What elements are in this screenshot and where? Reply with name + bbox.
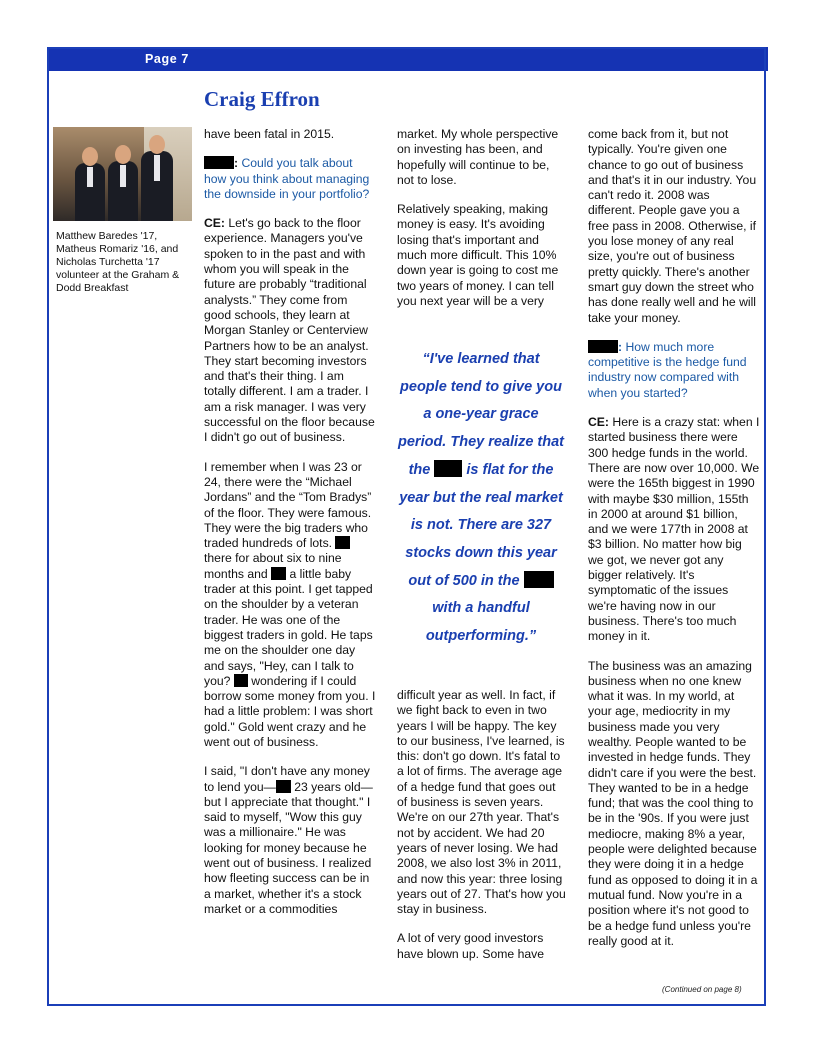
answer-text: Let's go back to the floor experience. Managers you've spoken to in the past and with whom you will speak in the future are probably “traditional analysts.” They come from good schools, they learn at Morgan Stanley or Centerview Partners how to be an analyst. They start becoming investors and that's their thing. I am totally different. I am a trader. I am a risk manager. I was very successful on the floor because I didn't go out of business. — [204, 216, 375, 445]
interviewer-label: : — [618, 339, 623, 354]
paragraph — [204, 460, 376, 751]
paragraph-text: 23 years old—but I appreciate that thought." I said to myself, "Wow this guy was a millionaire." He was looking for money because he went out of business. I realized how fleeting success can be in a market, whether it's a stock market or a commodities — [204, 779, 373, 916]
paragraph-text: there for about six to nine months and — [204, 551, 342, 581]
article-column-1 — [204, 127, 376, 931]
page-number: Page 7 — [145, 52, 189, 66]
article-column-2-top — [397, 127, 569, 323]
paragraph-text: a little baby trader at this point. I get tapped on the shoulder by a veteran trader. He was one of the biggest traders in gold. He taps me on the shoulder one day and says, "Hey, can I talk to you? — [204, 566, 373, 688]
photo-shirt-middle — [120, 165, 126, 187]
continued-note: (Continued on page 8) — [662, 985, 742, 994]
photo-caption: Matthew Baredes '17, Matheus Romariz '16, and Nicholas Turchetta '17 volunteer at the Graham & Dodd Breakfast — [56, 230, 180, 294]
pull-quote-text: is flat for the year but the real market is not. There are 327 stocks down this year out of 500 in the — [399, 461, 563, 589]
paragraph-text: wondering if I could borrow some money from you. I had a little problem: I was short gold." Gold went crazy and he went out of business. — [204, 673, 376, 749]
pull-quote — [398, 346, 564, 651]
redacted-block — [524, 571, 554, 588]
photo-head-right — [149, 135, 165, 154]
photo-shirt-right — [154, 155, 160, 181]
paragraph — [204, 764, 376, 917]
paragraph: market. My whole perspective on investing has been, and hopefully will continue to be, not to lose. — [397, 127, 559, 187]
speaker-label: CE: — [588, 415, 609, 430]
photo-head-middle — [115, 145, 131, 164]
paragraph: The business was an amazing business when no one knew what it was. In my world, at your age, mediocrity in my business made you very wealthy. People wanted to be invested in hedge funds. They didn't care if you were the best. They wanted to be in a hedge fund; that was the cool thing to be in the '90s. If you were just mediocre, making 8% a year, people were delighted because they were doing it in a hedge fund as opposed to doing it in a mutual fund. Now you're in a position where it's not good to be a hedge fund unless you're really good at it. — [588, 658, 758, 948]
paragraph: A lot of very good investors have blown up. Some have — [397, 931, 545, 961]
question-1 — [204, 156, 376, 202]
pull-quote-text: with a handful outperforming.” — [425, 600, 537, 645]
answer-text: Here is a crazy stat: when I started business there were 300 hedge funds in the world. There are now over 10,000. We were the 165th biggest in 1990 with maybe $30 million, 155th in 2000 at around $1 billion, and we were 177th in 2008 at $3 billion. No matter how big we got, we never got any bigger relatively. It's symptomatic of the issues we're having now in our business. There's too much money in it. — [588, 415, 760, 644]
redacted-block — [588, 340, 618, 353]
answer-1 — [204, 216, 376, 445]
article-column-2-bottom — [397, 688, 569, 976]
redacted-block — [434, 460, 462, 477]
redacted-block — [276, 780, 291, 793]
paragraph-text: I said, "I don't have any money to lend you— — [204, 764, 370, 794]
paragraph: Relatively speaking, making money is easy. It's avoiding losing that's important and much more difficult. This 10% down year is going to cost me two years of money. I can tell you next year will be a very — [397, 202, 559, 308]
article-column-3 — [588, 127, 760, 963]
pull-quote-text: “I've learned that people tend to give you a one-year grace period. They realize that the — [398, 351, 564, 478]
answer-2 — [588, 415, 760, 644]
photo-shirt-left — [87, 167, 93, 187]
interviewer-label: : — [234, 156, 239, 171]
paragraph: come back from it, but not typically. You're given one chance to go out of business and that's it in our industry. You can't redo it. 2008 was different. People gave you a free pass in 2008. Otherwise, if you lose money of any real size, you're out of business pretty quickly. There's another smart guy down the street who has done really well and he will take your money. — [588, 127, 757, 325]
paragraph: difficult year as well. In fact, if we fight back to even in two years I will be happy. The key to our business, I've learned, is this: don't go down. It's fatal to a lot of firms. The average age of a hedge fund that goes out of business is seven years. We're on our 27th year. That's not by accident. We had 20 years of never losing. We had 2008, we also lost 3% in 2011, and now this year: three losing years out of 27. That's how you stay in business. — [397, 688, 566, 917]
event-photo — [53, 127, 192, 221]
speaker-label: CE: — [204, 216, 225, 231]
question-text: Could you talk about how you think about managing the downside in your portfolio? — [204, 156, 370, 201]
paragraph-text: I remember when I was 23 or 24, there were the “Michael Jordans” and the “Tom Bradys” of the floor. They were famous. They were the big traders who traded hundreds of lots. — [204, 459, 372, 551]
paragraph: have been fatal in 2015. — [204, 127, 335, 141]
question-2 — [588, 340, 760, 401]
question-text: How much more competitive is the hedge fund industry now compared with when you started? — [588, 339, 747, 400]
redacted-block — [204, 156, 234, 169]
redacted-block — [271, 567, 286, 580]
redacted-block — [234, 674, 248, 687]
redacted-block — [335, 536, 350, 549]
photo-head-left — [82, 147, 98, 166]
article-title: Craig Effron — [204, 87, 320, 111]
